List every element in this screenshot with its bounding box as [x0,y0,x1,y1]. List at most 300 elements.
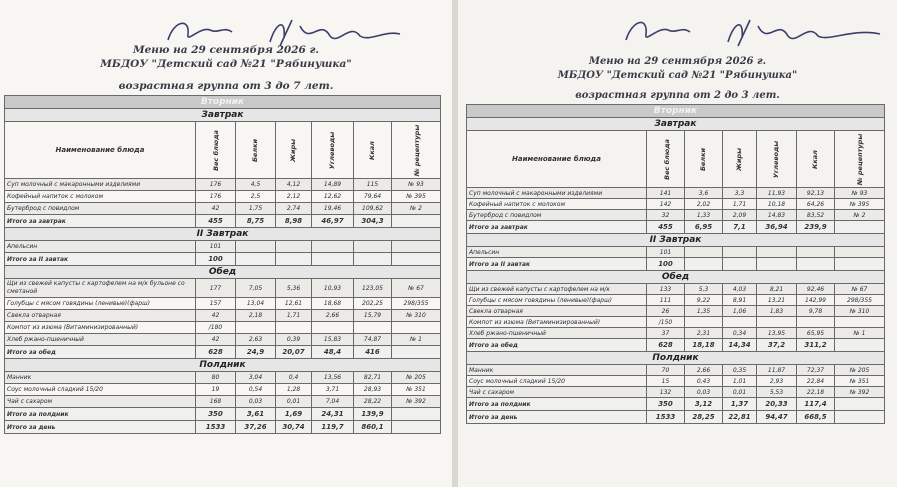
section-total-row [5,215,441,228]
dish-weight: 142 [647,199,685,210]
total-dish-carbs: 46,97 [312,215,354,228]
header-label: Жиры [288,138,297,162]
total-recipe-number [835,339,885,352]
menu-sheet-right [458,0,897,487]
dish-weight: 70 [647,365,685,376]
day-total-dish-fat: 22,81 [723,411,757,424]
total-dish-fat: 20,07 [276,346,312,359]
section-title: II Завтрак [5,228,441,241]
header-row [5,122,441,179]
dish-weight: 141 [647,188,685,199]
dish-protein: 1,75 [236,203,276,215]
day-total-recipe-number [392,421,441,434]
total-dish-kcal: 416 [354,346,392,359]
day-name: Вторник [467,105,885,118]
dish-name: Чай с сахаром [5,396,196,408]
section-total-row [5,253,441,266]
dish-protein: 2,66 [685,365,723,376]
table-row [467,247,885,258]
table-row [467,317,885,328]
dish-name: Щи из свежей капусты с картофелем на м/к [467,284,647,295]
dish-protein: 2,63 [236,334,276,346]
dish-name: Манник [467,365,647,376]
total-dish-carbs: 37,2 [757,339,797,352]
recipe-number: № 205 [835,365,885,376]
col-weight [196,122,236,179]
section-row [5,228,441,241]
header-label: Белки [699,147,707,171]
dish-fat: 1,71 [723,199,757,210]
dish-name: Бутерброд с повидлом [5,203,196,215]
total-dish-fat: 14,34 [723,339,757,352]
col-dish-name: Наименование блюда [5,122,196,179]
table-row [5,372,441,384]
dish-name: Компот из изюма (Витаминизированный) [5,322,196,334]
section-row [5,266,441,279]
dish-kcal: 28,93 [354,384,392,396]
recipe-number: № 310 [392,310,441,322]
total-dish-carbs: 36,94 [757,221,797,234]
dish-weight: 176 [196,179,236,191]
dish-weight: 168 [196,396,236,408]
total-dish-protein: 8,75 [236,215,276,228]
dish-protein: 0,43 [685,376,723,387]
dish-fat: 8,91 [723,295,757,306]
dish-weight: 133 [647,284,685,295]
table-row [5,298,441,310]
total-label: Итого за обед [467,339,647,352]
dish-name: Компот из изюма (Витаминизированный) [467,317,647,328]
dish-name: Голубцы с мясом говядины (ленивые)(фарш) [467,295,647,306]
section-title: Полдник [5,359,441,372]
dish-name: Свекла отварная [467,306,647,317]
total-dish-protein: 6,95 [685,221,723,234]
dish-fat: 0,39 [276,334,312,346]
dish-carbs: 2,93 [757,376,797,387]
dish-name: Суп молочный с макаронными изделиями [467,188,647,199]
total-dish-kcal: 117,4 [797,398,835,411]
header-label: Белки [251,138,259,162]
dish-carbs: 19,46 [312,203,354,215]
total-dish-kcal [354,253,392,266]
dish-carbs: 13,21 [757,295,797,306]
total-dish-kcal: 311,2 [797,339,835,352]
day-total-dish-kcal: 668,5 [797,411,835,424]
dish-protein: 1,33 [685,210,723,221]
dish-carbs [757,247,797,258]
table-row [5,191,441,203]
header-label: Ккал [811,149,819,169]
total-recipe-number [392,253,441,266]
header-label: Углеводы [327,131,336,169]
dish-name: Апельсин [5,241,196,253]
dish-carbs [312,322,354,334]
dish-fat [276,241,312,253]
dish-carbs: 10,93 [312,279,354,298]
dish-kcal: 92,46 [797,284,835,295]
recipe-number: № 93 [392,179,441,191]
dish-weight: 42 [196,203,236,215]
dish-carbs [757,317,797,328]
total-dish-fat [276,253,312,266]
dish-name: Хлеб ржано-пшеничный [5,334,196,346]
dish-carbs: 12,62 [312,191,354,203]
dish-carbs: 8,21 [757,284,797,295]
dish-name: Манник [5,372,196,384]
dish-kcal: 92,13 [797,188,835,199]
dish-protein: 1,35 [685,306,723,317]
total-dish-protein: 18,18 [685,339,723,352]
dish-fat [723,317,757,328]
dish-kcal: 28,22 [354,396,392,408]
dish-kcal: 142,99 [797,295,835,306]
dish-weight: 176 [196,191,236,203]
total-label: Итого за II завтак [467,258,647,271]
total-dish-fat: 1,37 [723,398,757,411]
section-total-row [467,398,885,411]
col-kcal [797,131,835,188]
dish-protein: 0,03 [685,387,723,398]
table-row [5,203,441,215]
recipe-number: № 67 [392,279,441,298]
kindergarten-name: МБДОУ "Детский сад №21 "Рябинушка" [100,58,352,70]
dish-kcal: 202,25 [354,298,392,310]
total-label: Итого за обед [5,346,196,359]
menu-title: Меню на 29 сентября 2026 г. [588,56,767,67]
dish-protein: 3,04 [236,372,276,384]
dish-name: Свекла отварная [5,310,196,322]
dish-carbs [312,241,354,253]
day-total-row [5,421,441,434]
dish-protein [236,241,276,253]
dish-protein: 2,18 [236,310,276,322]
total-dish-protein [236,253,276,266]
dish-weight: 101 [196,241,236,253]
dish-carbs: 3,71 [312,384,354,396]
table-row [5,310,441,322]
dish-protein: 9,22 [685,295,723,306]
total-dish-carbs [757,258,797,271]
day-total-recipe-number [835,411,885,424]
dish-carbs: 11,87 [757,365,797,376]
dish-protein: 2,02 [685,199,723,210]
section-title: II Завтрак [467,234,885,247]
day-total-dish-protein: 37,26 [236,421,276,434]
recipe-number: № 351 [392,384,441,396]
dish-fat: 4,12 [276,179,312,191]
dish-protein [685,247,723,258]
dish-weight: /180 [196,322,236,334]
total-dish-weight: 100 [647,258,685,271]
col-dish-name: Наименование блюда [467,131,647,188]
total-dish-protein [685,258,723,271]
section-row [467,271,885,284]
section-title: Завтрак [5,109,441,122]
total-label: Итого за полдник [5,408,196,421]
dish-carbs: 13,56 [312,372,354,384]
section-title: Обед [467,271,885,284]
dish-fat: 12,61 [276,298,312,310]
signature-image [618,10,888,54]
recipe-number [835,247,885,258]
dish-protein: 7,05 [236,279,276,298]
day-total-dish-carbs: 119,7 [312,421,354,434]
col-recipe-no [392,122,441,179]
col-carbs [757,131,797,188]
section-title: Завтрак [467,118,885,131]
total-dish-carbs: 20,33 [757,398,797,411]
dish-carbs: 2,66 [312,310,354,322]
dish-fat: 5,36 [276,279,312,298]
total-dish-carbs: 48,4 [312,346,354,359]
dish-kcal [354,322,392,334]
dish-carbs: 14,89 [312,179,354,191]
header-label: Вес блюда [662,138,671,180]
dish-protein: 4,5 [236,179,276,191]
total-dish-protein: 3,12 [685,398,723,411]
table-row [467,328,885,339]
dish-fat: 0,35 [723,365,757,376]
dish-weight: 26 [647,306,685,317]
dish-kcal: 79,64 [354,191,392,203]
header-row [467,131,885,188]
table-row [5,322,441,334]
recipe-number: № 93 [835,188,885,199]
dish-weight: 19 [196,384,236,396]
dish-kcal: 15,79 [354,310,392,322]
recipe-number: № 392 [392,396,441,408]
recipe-number: № 67 [835,284,885,295]
dish-name: Голубцы с мясом говядины (ленивые)(фарш) [5,298,196,310]
total-dish-kcal: 139,9 [354,408,392,421]
day-total-dish-carbs: 94,47 [757,411,797,424]
total-label: Итого за завтрак [5,215,196,228]
table-row [467,210,885,221]
table-row [5,279,441,298]
recipe-number: № 1 [392,334,441,346]
table-row [5,334,441,346]
header-label: Ккал [368,140,376,160]
dish-name: Суп молочный с макаронными изделиями [5,179,196,191]
dish-weight: 42 [196,310,236,322]
total-dish-kcal: 239,9 [797,221,835,234]
dish-weight: 42 [196,334,236,346]
section-row [5,359,441,372]
table-row [467,295,885,306]
section-total-row [467,221,885,234]
table-row [5,241,441,253]
section-total-row [5,346,441,359]
dish-carbs: 15,83 [312,334,354,346]
recipe-number: № 395 [392,191,441,203]
dish-kcal [354,241,392,253]
dish-protein: 0,03 [236,396,276,408]
header-label: № рецептуры [413,124,422,176]
dish-kcal: 65,95 [797,328,835,339]
total-dish-weight: 455 [647,221,685,234]
dish-protein: 3,6 [685,188,723,199]
header-label: Углеводы [771,140,780,178]
total-label: Итого за II завтак [5,253,196,266]
dish-protein [685,317,723,328]
total-dish-weight: 455 [196,215,236,228]
header-label: Жиры [734,147,743,171]
total-dish-fat: 1,69 [276,408,312,421]
total-dish-protein: 24,9 [236,346,276,359]
recipe-number: 298/355 [392,298,441,310]
col-protein [685,131,723,188]
table-row [5,179,441,191]
menu-table [4,95,441,434]
dish-kcal [797,247,835,258]
day-total-dish-protein: 28,25 [685,411,723,424]
dish-name: Щи из свежей капусты с картофелем на м/к бульоне со сметаной [5,279,196,298]
dish-fat: 1,71 [276,310,312,322]
col-protein [236,122,276,179]
total-recipe-number [392,408,441,421]
total-dish-protein: 3,61 [236,408,276,421]
table-row [467,376,885,387]
dish-weight: 177 [196,279,236,298]
col-recipe-no [835,131,885,188]
dish-name: Кофейный напиток с молоком [467,199,647,210]
dish-fat: 2,74 [276,203,312,215]
dish-name: Кофейный напиток с молоком [5,191,196,203]
dish-fat: 2,09 [723,210,757,221]
section-row [467,352,885,365]
dish-protein: 13,04 [236,298,276,310]
dish-kcal: 123,05 [354,279,392,298]
dish-name: Чай с сахаром [467,387,647,398]
dish-fat: 0,4 [276,372,312,384]
section-title: Обед [5,266,441,279]
dish-name: Хлеб ржано-пшеничный [467,328,647,339]
day-row [467,105,885,118]
total-dish-carbs: 24,31 [312,408,354,421]
day-total-dish-weight: 1533 [196,421,236,434]
dish-kcal: 72,37 [797,365,835,376]
dish-carbs: 7,04 [312,396,354,408]
dish-carbs: 18,68 [312,298,354,310]
dish-weight: 80 [196,372,236,384]
age-group: возрастная группа от 3 до 7 лет. [118,80,334,92]
total-recipe-number [392,215,441,228]
section-row [467,118,885,131]
dish-fat: 1,06 [723,306,757,317]
table-row [467,365,885,376]
col-fat [723,131,757,188]
recipe-number: № 205 [392,372,441,384]
dish-kcal: 109,62 [354,203,392,215]
dish-carbs: 1,83 [757,306,797,317]
table-row [467,387,885,398]
total-recipe-number [835,221,885,234]
dish-name: Апельсин [467,247,647,258]
day-total-dish-kcal: 860,1 [354,421,392,434]
day-row [5,96,441,109]
dish-weight: 101 [647,247,685,258]
total-label: Итого за завтрак [467,221,647,234]
total-label: Итого за полдник [467,398,647,411]
dish-fat: 0,34 [723,328,757,339]
table-row [467,306,885,317]
col-kcal [354,122,392,179]
section-row [5,109,441,122]
dish-kcal: 82,71 [354,372,392,384]
col-carbs [312,122,354,179]
dish-protein: 2,31 [685,328,723,339]
menu-table [466,104,885,424]
day-total-label: Итого за день [5,421,196,434]
total-dish-weight: 628 [196,346,236,359]
dish-fat: 1,28 [276,384,312,396]
recipe-number: № 392 [835,387,885,398]
total-dish-fat [723,258,757,271]
dish-fat: 4,03 [723,284,757,295]
dish-weight: 157 [196,298,236,310]
total-dish-weight: 100 [196,253,236,266]
day-total-dish-fat: 30,74 [276,421,312,434]
age-group: возрастная группа от 2 до 3 лет. [575,90,780,101]
dish-kcal: 22,84 [797,376,835,387]
dish-name: Соус молочный сладкий 15/20 [5,384,196,396]
dish-protein: 5,3 [685,284,723,295]
dish-weight: 32 [647,210,685,221]
section-row [467,234,885,247]
total-dish-weight: 350 [196,408,236,421]
dish-kcal: 64,26 [797,199,835,210]
dish-carbs: 10,18 [757,199,797,210]
recipe-number: № 310 [835,306,885,317]
section-total-row [467,339,885,352]
table-row [5,396,441,408]
total-recipe-number [835,258,885,271]
total-dish-fat: 7,1 [723,221,757,234]
dish-fat: 3,3 [723,188,757,199]
day-name: Вторник [5,96,441,109]
dish-fat: 1,01 [723,376,757,387]
dish-carbs: 13,95 [757,328,797,339]
total-dish-weight: 628 [647,339,685,352]
recipe-number: № 1 [835,328,885,339]
col-fat [276,122,312,179]
recipe-number [392,322,441,334]
recipe-number: № 395 [835,199,885,210]
total-dish-kcal [797,258,835,271]
dish-weight: 15 [647,376,685,387]
dish-kcal: 74,87 [354,334,392,346]
section-total-row [5,408,441,421]
section-total-row [467,258,885,271]
recipe-number: № 2 [392,203,441,215]
dish-weight: 132 [647,387,685,398]
recipe-number: № 351 [835,376,885,387]
dish-protein: 0,54 [236,384,276,396]
kindergarten-name: МБДОУ "Детский сад №21 "Рябинушка" [557,70,798,81]
header-label: Вес блюда [211,129,220,171]
table-row [467,188,885,199]
total-recipe-number [392,346,441,359]
day-total-row [467,411,885,424]
total-dish-carbs [312,253,354,266]
total-dish-fat: 8,98 [276,215,312,228]
dish-protein: 2,5 [236,191,276,203]
dish-protein [236,322,276,334]
dish-carbs: 11,93 [757,188,797,199]
header-label: № рецептуры [856,133,865,185]
dish-kcal [797,317,835,328]
total-dish-kcal: 304,3 [354,215,392,228]
